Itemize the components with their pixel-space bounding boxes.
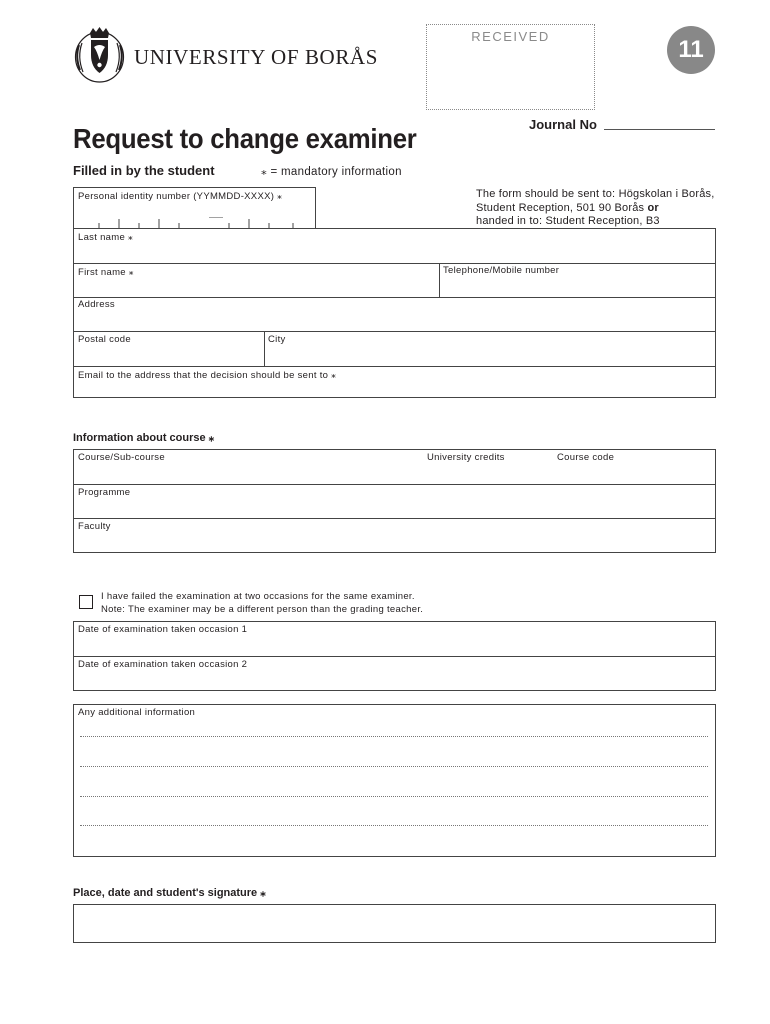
email-label: Email to the address that the decision should be sent to ⁎ bbox=[78, 370, 337, 381]
failed-twice-statement: I have failed the examination at two occasions for the same examiner. bbox=[101, 591, 415, 602]
city-field[interactable] bbox=[265, 332, 715, 366]
failed-twice-checkbox[interactable] bbox=[79, 595, 93, 609]
send-to-instructions bbox=[476, 188, 715, 229]
page-title: Request to change examiner bbox=[73, 123, 417, 154]
course-field[interactable] bbox=[74, 450, 715, 484]
writing-line bbox=[80, 736, 708, 737]
faculty-field[interactable] bbox=[74, 519, 715, 552]
send-to-line-2 bbox=[476, 202, 715, 216]
send-to-or: or bbox=[647, 201, 659, 214]
personal-id-label: Personal identity number (YYMMDD-XXXX) ⁎ bbox=[78, 191, 283, 202]
signature-heading: Place, date and student's signature ⁎ bbox=[73, 887, 266, 899]
first-name-label: First name ⁎ bbox=[78, 267, 134, 278]
exam-date-1-label: Date of examination taken occasion 1 bbox=[78, 624, 248, 635]
send-to-line-2-text: Student Reception, 501 90 Borås bbox=[476, 201, 648, 214]
writing-line bbox=[80, 825, 708, 826]
additional-info-field[interactable] bbox=[73, 704, 716, 857]
signature-field[interactable] bbox=[73, 904, 716, 943]
address-label: Address bbox=[78, 299, 115, 310]
journal-number-field[interactable] bbox=[604, 129, 715, 130]
faculty-label: Faculty bbox=[78, 521, 111, 532]
city-label: City bbox=[268, 334, 286, 345]
mandatory-note: ⁎ = mandatory information bbox=[261, 166, 402, 178]
writing-line bbox=[80, 766, 708, 767]
programme-label: Programme bbox=[78, 487, 131, 498]
student-section-heading: Filled in by the student bbox=[73, 163, 215, 178]
examiner-note: Note: The examiner may be a different person than the grading teacher. bbox=[101, 603, 424, 615]
postal-code-label: Postal code bbox=[78, 334, 131, 345]
telephone-label: Telephone/Mobile number bbox=[443, 265, 560, 276]
send-to-line-1: The form should be sent to: Högskolan i Borås, bbox=[476, 188, 715, 200]
send-to-line-3: handed in to: Student Reception, B3 bbox=[476, 215, 660, 227]
journal-label: Journal No bbox=[529, 117, 597, 132]
form-number-badge: 11 bbox=[667, 26, 715, 74]
course-section-heading: Information about course ⁎ bbox=[73, 432, 215, 444]
university-name: UNIVERSITY OF BORÅS bbox=[134, 45, 378, 69]
personal-id-tick-marks bbox=[73, 216, 316, 228]
programme-field[interactable] bbox=[74, 485, 715, 518]
university-crest-icon bbox=[72, 25, 127, 85]
last-name-label: Last name ⁎ bbox=[78, 232, 134, 243]
course-label: Course/Sub-course bbox=[78, 452, 165, 463]
additional-info-label: Any additional information bbox=[78, 707, 196, 718]
credits-label: University credits bbox=[427, 452, 505, 463]
last-name-field[interactable] bbox=[74, 229, 715, 263]
exam-date-2-label: Date of examination taken occasion 2 bbox=[78, 659, 248, 670]
received-label: RECEIVED bbox=[471, 29, 550, 44]
course-code-label: Course code bbox=[557, 452, 615, 463]
failed-twice-text bbox=[101, 591, 423, 616]
writing-line bbox=[80, 796, 708, 797]
address-field[interactable] bbox=[74, 298, 715, 331]
